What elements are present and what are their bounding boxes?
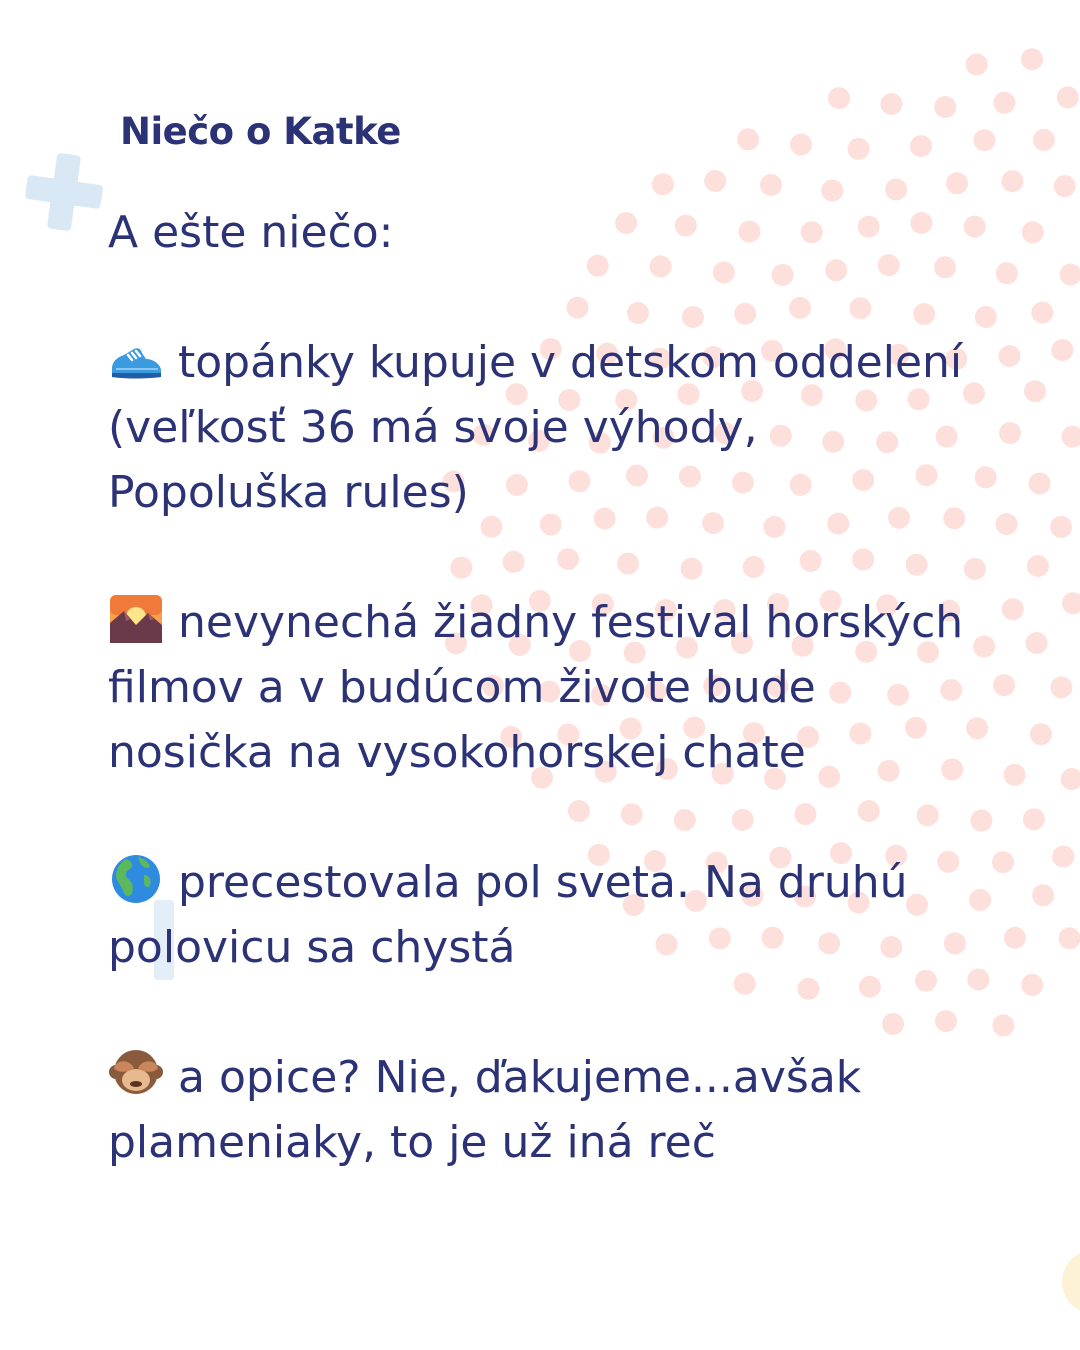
list-item-text: nevynechá žiadny festival horských filmov a v budúcom živote bude nosička na vysokohorskej chate xyxy=(108,597,964,778)
decorative-dot xyxy=(821,180,843,202)
decorative-dot xyxy=(1032,884,1054,906)
list-item-text: topánky kupuje v detskom oddelení (veľkosť 36 má svoje výhody, Popoluška rules) xyxy=(108,337,963,518)
decorative-dot xyxy=(1024,380,1046,402)
decorative-dot xyxy=(1057,86,1079,108)
decorative-dot xyxy=(973,129,995,151)
decorative-dot xyxy=(1021,974,1043,996)
decorative-dot xyxy=(1059,927,1080,949)
decorative-dot xyxy=(993,1014,1015,1036)
see-no-evil-monkey-icon xyxy=(108,1054,164,1098)
decorative-dot xyxy=(1001,170,1023,192)
list-item xyxy=(108,850,988,980)
decorative-dot xyxy=(1050,516,1072,538)
decorative-dot xyxy=(996,513,1018,535)
decorative-dot xyxy=(1004,927,1026,949)
decorative-dot xyxy=(966,54,988,76)
decorative-dot xyxy=(934,96,956,118)
decorative-dot xyxy=(999,422,1021,444)
decorative-dot xyxy=(946,172,968,194)
post-heading: Niečo o Katke xyxy=(120,110,401,153)
decorative-dot xyxy=(828,87,850,109)
decorative-dot xyxy=(910,135,932,157)
post-content xyxy=(108,200,988,1175)
decorative-dot xyxy=(1029,472,1051,494)
decorative-dot xyxy=(1021,48,1043,70)
sunrise-over-mountains-icon xyxy=(108,599,164,643)
globe-europe-africa-icon xyxy=(108,859,164,903)
decorative-dot xyxy=(1022,221,1044,243)
list-item xyxy=(108,330,988,525)
decorative-dot xyxy=(1023,808,1045,830)
decorative-dot xyxy=(993,92,1015,114)
decorative-dot xyxy=(1004,764,1026,786)
decorative-dot xyxy=(880,93,902,115)
decorative-dot xyxy=(1061,768,1080,790)
list-item-text: precestovala pol sveta. Na druhú polovicu sa chystá xyxy=(108,857,908,973)
decorative-dot xyxy=(1054,175,1076,197)
list-item xyxy=(108,590,988,785)
decorative-dot xyxy=(996,262,1018,284)
decorative-dot xyxy=(1031,302,1053,324)
plus-decoration-icon xyxy=(22,150,106,234)
intro-line: A ešte niečo: xyxy=(108,207,394,258)
decorative-dot xyxy=(1060,264,1080,286)
decorative-dot xyxy=(992,851,1014,873)
decorative-dot xyxy=(1062,426,1080,448)
decorative-dot xyxy=(1062,592,1080,614)
decorative-dot xyxy=(885,178,907,200)
decorative-dot xyxy=(1002,598,1024,620)
decorative-dot xyxy=(1050,676,1072,698)
decorative-dot xyxy=(1033,129,1055,151)
decorative-dot xyxy=(848,138,870,160)
decorative-dot xyxy=(790,134,812,156)
decorative-dot xyxy=(999,345,1021,367)
decorative-dot xyxy=(1052,846,1074,868)
decorative-dot xyxy=(993,674,1015,696)
decorative-dot xyxy=(760,174,782,196)
list-item xyxy=(108,1045,988,1175)
list-item-text: a opice? Nie, ďakujeme...avšak plameniaky, to je už iná reč xyxy=(108,1052,862,1168)
decorative-dot xyxy=(1030,723,1052,745)
decorative-dot xyxy=(1027,555,1049,577)
decorative-dot xyxy=(704,170,726,192)
decorative-dot xyxy=(1026,632,1048,654)
decorative-dot xyxy=(652,173,674,195)
decorative-dot xyxy=(1051,339,1073,361)
decorative-dot xyxy=(737,128,759,150)
running-shoe-icon xyxy=(108,339,164,383)
